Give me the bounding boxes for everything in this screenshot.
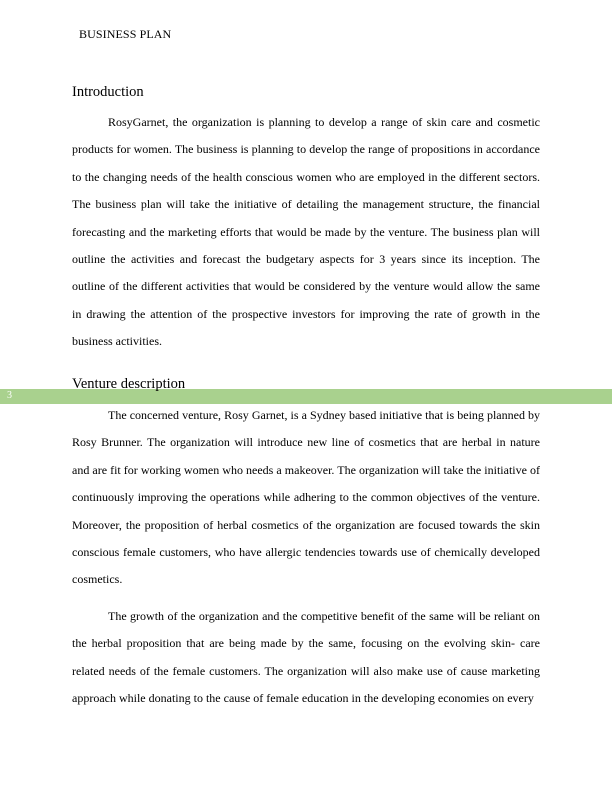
introduction-heading: Introduction xyxy=(72,84,144,100)
venture-description-heading: Venture description xyxy=(72,376,186,392)
running-head: BUSINESS PLAN xyxy=(79,27,172,41)
page-number: 3 xyxy=(7,390,12,401)
venture-paragraph-1: The concerned venture, Rosy Garnet, is a Sydney based initiative that is being planned by Rosy Brunner. The organization will introduce new line of cosmetics that are herbal in nature and are fit for working women who needs a makeover. The organization will take the initiative of continuously improving the operations while adhering to the common objectives of the venture. Moreover, the proposition of herbal cosmetics of the organization are focused towards the skin conscious female customers, who have allergic tendencies towards use of chemically developed cosmetics. xyxy=(72,408,540,587)
introduction-paragraph: RosyGarnet, the organization is planning to develop a range of skin care and cosmetic products for women. The business is planning to develop the range of propositions in accordance to the changing needs of the health conscious women who are employed in the different sectors. The business plan will take the initiative of detailing the management structure, the financial forecasting and the marketing efforts that would be made by the venture. The business plan will outline the activities and forecast the budgetary aspects for 3 years since its inception. The outline of the different activities that would be considered by the venture would allow the same in drawing the attention of the prospective investors for improving the rate of growth in the business activities. xyxy=(72,115,540,349)
venture-paragraph-2: The growth of the organization and the competitive benefit of the same will be reliant on the herbal proposition that are being made by the same, focusing on the evolving skin- care related needs of the female customers. The organization will also make use of cause marketing approach while donating to the cause of female education in the developing economies on every xyxy=(72,609,540,706)
